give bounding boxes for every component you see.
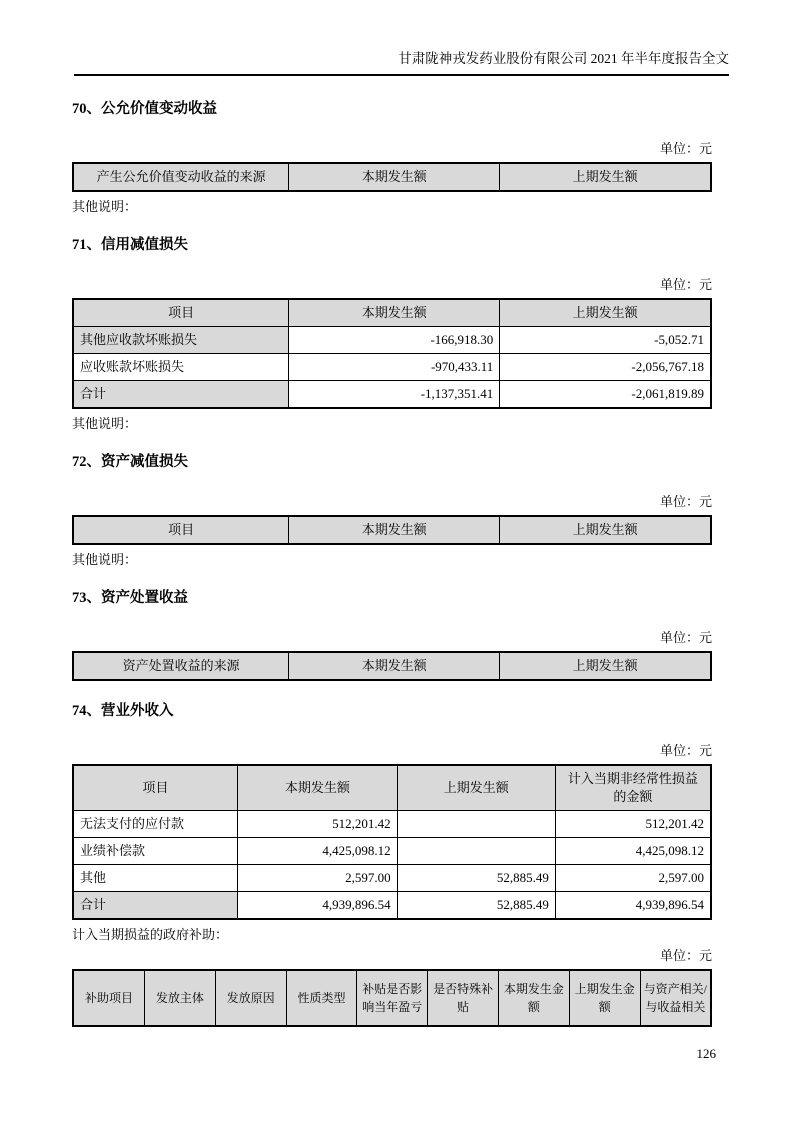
col-header-reason: 发放原因	[215, 970, 286, 1026]
row-label-cell: 应收账款坏账损失	[73, 354, 289, 381]
amount-cell: -1,137,351.41	[289, 381, 500, 409]
amount-cell: 4,425,098.12	[238, 838, 398, 865]
col-header-item: 项目	[73, 516, 289, 544]
table-row	[73, 838, 711, 865]
col-header-current: 本期发生额	[289, 516, 500, 544]
amount-cell: 2,597.00	[238, 865, 398, 892]
table-header-row	[73, 765, 711, 811]
section-74-title: 74、营业外收入	[72, 703, 174, 719]
section-73-title: 73、资产处置收益	[72, 590, 188, 606]
unit-label: 单位：元	[659, 494, 712, 509]
amount-cell: 512,201.42	[238, 811, 398, 838]
col-header-affects-pl: 补贴是否影响当年盈亏	[357, 970, 428, 1026]
row-label-cell: 合计	[73, 381, 289, 409]
row-label-cell: 合计	[73, 892, 238, 920]
col-header-prior: 上期发生额	[500, 516, 711, 544]
section-70-title: 70、公允价值变动收益	[72, 101, 217, 117]
col-header-special: 是否特殊补贴	[428, 970, 499, 1026]
table-header-row	[73, 516, 711, 544]
amount-cell: 52,885.49	[397, 892, 555, 920]
table-header-row	[73, 299, 711, 327]
col-header-current-amount: 本期发生金额	[499, 970, 570, 1026]
col-header-current: 本期发生额	[238, 765, 398, 811]
non-operating-income-table	[72, 764, 712, 920]
amount-cell	[397, 838, 555, 865]
asset-disposal-table	[72, 651, 712, 681]
fair-value-change-table	[72, 162, 712, 192]
col-header-prior: 上期发生额	[397, 765, 555, 811]
report-header-title: 甘肃陇神戎发药业股份有限公司 2021 年半年度报告全文	[74, 50, 729, 76]
table-header-row	[73, 652, 711, 680]
amount-cell	[397, 811, 555, 838]
col-header-prior: 上期发生额	[500, 163, 711, 191]
page-number: 126	[696, 1046, 716, 1061]
col-header-nonrecurring: 计入当期非经常性损益的金额	[555, 765, 711, 811]
table-row	[73, 354, 711, 381]
col-header-source: 资产处置收益的来源	[73, 652, 289, 680]
row-label-cell: 业绩补偿款	[73, 838, 238, 865]
col-header-asset-income-related: 与资产相关/与收益相关	[640, 970, 711, 1026]
row-label-cell: 其他应收款坏账损失	[73, 327, 289, 354]
unit-label: 单位：元	[659, 277, 712, 292]
amount-cell: 52,885.49	[397, 865, 555, 892]
amount-cell: -2,061,819.89	[500, 381, 711, 409]
col-header-nature: 性质类型	[286, 970, 357, 1026]
table-row	[73, 327, 711, 354]
page-content	[72, 76, 712, 1027]
col-header-current: 本期发生额	[289, 163, 500, 191]
amount-cell: -970,433.11	[289, 354, 500, 381]
row-label-cell: 其他	[73, 865, 238, 892]
col-header-grantor: 发放主体	[144, 970, 215, 1026]
amount-cell: 4,425,098.12	[555, 838, 711, 865]
asset-impairment-table	[72, 515, 712, 545]
row-label-cell: 无法支付的应付款	[73, 811, 238, 838]
table-header-row	[73, 163, 711, 191]
table-header-row	[73, 970, 711, 1026]
unit-label: 单位：元	[659, 948, 712, 963]
unit-label: 单位：元	[659, 630, 712, 645]
amount-cell: -5,052.71	[500, 327, 711, 354]
other-note: 其他说明：	[72, 416, 138, 431]
subsidy-note: 计入当期损益的政府补助：	[72, 927, 229, 942]
col-header-item: 项目	[73, 765, 238, 811]
amount-cell: 4,939,896.54	[555, 892, 711, 920]
col-header-prior-amount: 上期发生金额	[569, 970, 640, 1026]
credit-impairment-table	[72, 298, 712, 409]
col-header-prior: 上期发生额	[500, 652, 711, 680]
amount-cell: -2,056,767.18	[500, 354, 711, 381]
table-row	[73, 811, 711, 838]
col-header-current: 本期发生额	[289, 652, 500, 680]
col-header-current: 本期发生额	[289, 299, 500, 327]
other-note: 其他说明：	[72, 552, 138, 567]
section-71-title: 71、信用减值损失	[72, 237, 188, 253]
other-note: 其他说明：	[72, 199, 138, 214]
table-total-row	[73, 892, 711, 920]
amount-cell: 2,597.00	[555, 865, 711, 892]
amount-cell: 4,939,896.54	[238, 892, 398, 920]
section-72-title: 72、资产减值损失	[72, 454, 188, 470]
col-header-item: 项目	[73, 299, 289, 327]
unit-label: 单位：元	[659, 141, 712, 156]
col-header-source: 产生公允价值变动收益的来源	[73, 163, 289, 191]
government-subsidy-table	[72, 969, 712, 1027]
col-header-prior: 上期发生额	[500, 299, 711, 327]
col-header-subsidy-item: 补助项目	[73, 970, 144, 1026]
table-row	[73, 865, 711, 892]
unit-label: 单位：元	[659, 743, 712, 758]
amount-cell: 512,201.42	[555, 811, 711, 838]
amount-cell: -166,918.30	[289, 327, 500, 354]
table-total-row	[73, 381, 711, 409]
